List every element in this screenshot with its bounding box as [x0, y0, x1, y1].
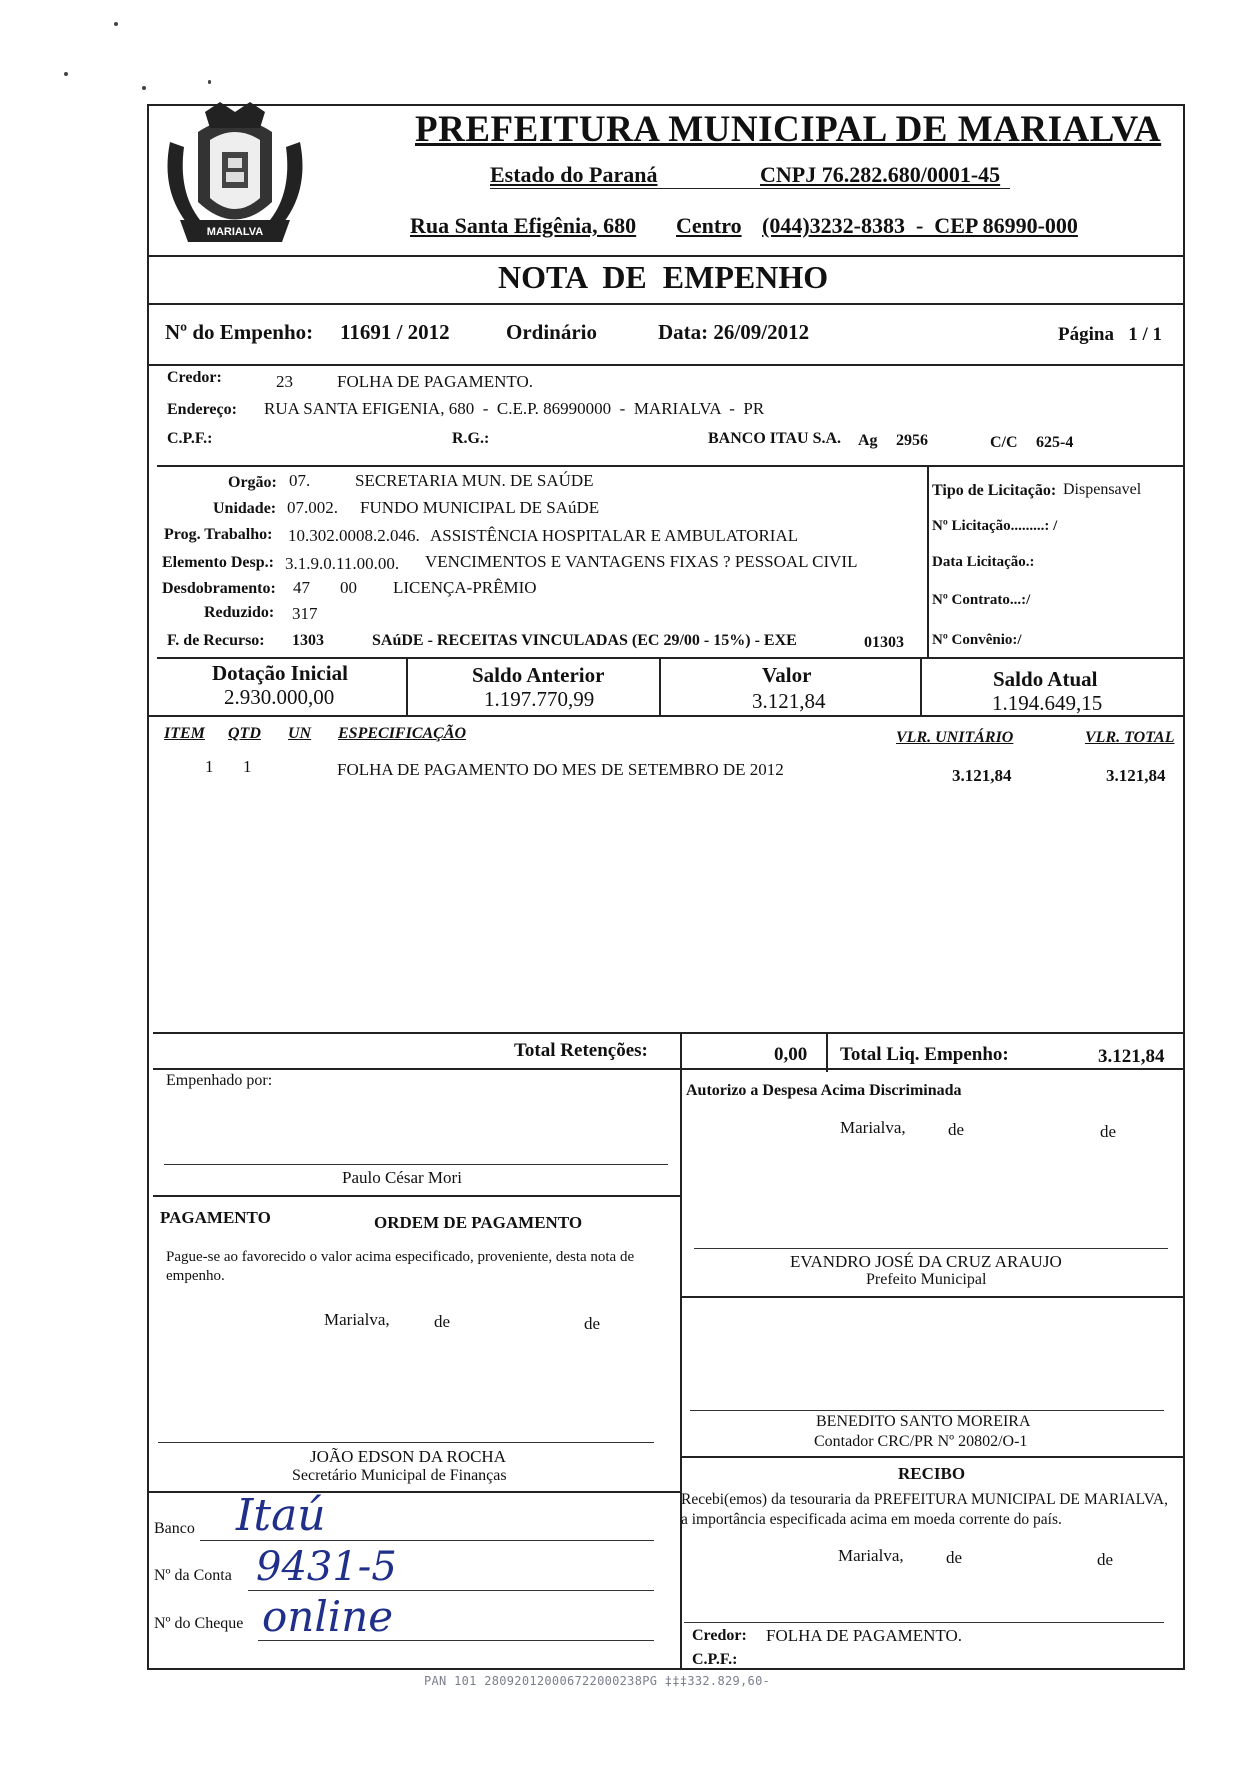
- ag-value: 2956: [896, 432, 928, 449]
- recurso-number: 01303: [864, 634, 904, 651]
- banco-label: Banco: [154, 1520, 195, 1537]
- item-row-vunit: 3.121,84: [952, 766, 1012, 785]
- item-row-qtd: 1: [243, 757, 252, 776]
- prog-code: 10.302.0008.2.046.: [288, 526, 420, 545]
- pagamento-text: Pague-se ao favorecido o valor acima especificado, proveniente, desta nota de empenho.: [166, 1249, 635, 1284]
- recibo-de-1: de: [946, 1548, 963, 1567]
- saldo-atual-value: 1.194.649,15: [992, 691, 1103, 715]
- item-row-spec: FOLHA DE PAGAMENTO DO MES DE SETEMBRO DE 2012: [337, 760, 784, 779]
- convenio-number: Nº Convênio:/: [932, 632, 1022, 648]
- autorizo-place: Marialva,: [840, 1118, 906, 1137]
- tipo-licitacao-label: Tipo de Licitação:: [932, 482, 1057, 499]
- empenho-date: Data: 26/09/2012: [658, 320, 810, 344]
- recibo-title: RECIBO: [898, 1464, 966, 1483]
- header-cnpj: CNPJ 76.282.680/0001-45: [760, 162, 1001, 187]
- recibo-de-2: de: [1097, 1550, 1114, 1569]
- ag-label: Ag: [858, 432, 878, 449]
- header-phone-cep: (044)3232-8383 - CEP 86990-000: [762, 213, 1078, 238]
- empenho-page: Página 1 / 1: [1058, 324, 1162, 345]
- contador-role: Contador CRC/PR Nº 20802/O-1: [814, 1433, 1028, 1450]
- scan-speck: [114, 22, 118, 26]
- recibo-credor-value: FOLHA DE PAGAMENTO.: [766, 1626, 962, 1645]
- orgao-code: 07.: [289, 471, 311, 490]
- cc-value: 625-4: [1036, 434, 1074, 451]
- divider: [147, 1491, 680, 1493]
- recurso-code: 1303: [292, 632, 324, 649]
- divider: [153, 1195, 680, 1197]
- header-underline: [490, 188, 1010, 189]
- divider: [153, 1032, 1185, 1034]
- divider: [826, 1032, 828, 1072]
- empenhado-name: Paulo César Mori: [342, 1168, 462, 1187]
- empenhado-label: Empenhado por:: [166, 1072, 273, 1089]
- empenho-label: Nº do Empenho:: [165, 320, 314, 344]
- valor-value: 3.121,84: [752, 689, 826, 713]
- divider: [680, 1456, 1185, 1458]
- signature-line: [158, 1442, 654, 1443]
- divider: [659, 657, 661, 715]
- prog-label: Prog. Trabalho:: [164, 526, 273, 543]
- desd-name: LICENÇA-PRÊMIO: [393, 578, 537, 597]
- divider: [147, 715, 1185, 717]
- col-qtd: QTD: [228, 725, 261, 742]
- divider: [680, 1068, 682, 1670]
- pagamento-de-2: de: [584, 1314, 601, 1333]
- header-address: Rua Santa Efigênia, 680: [410, 213, 637, 238]
- conta-line: [248, 1590, 654, 1591]
- bank-name: BANCO ITAU S.A.: [708, 430, 842, 447]
- unidade-code: 07.002.: [287, 498, 338, 517]
- desd-b: 00: [340, 578, 357, 597]
- desd-label: Desdobramento:: [162, 580, 276, 597]
- credor-code: 23: [276, 372, 293, 391]
- divider: [147, 303, 1185, 305]
- divider: [157, 657, 1185, 659]
- cheque-handwriting: online: [262, 1592, 394, 1641]
- unidade-label: Unidade:: [213, 500, 277, 517]
- desd-a: 47: [293, 578, 310, 597]
- banco-handwriting: Itaú: [236, 1490, 326, 1541]
- prog-name: ASSISTÊNCIA HOSPITALAR E AMBULATORIAL: [430, 526, 799, 545]
- credor-label: Credor:: [167, 369, 222, 386]
- dotacao-label: Dotação Inicial: [212, 661, 348, 685]
- pagamento-place: Marialva,: [324, 1310, 390, 1329]
- total-liq-label: Total Liq. Empenho:: [840, 1044, 1009, 1065]
- secretario-role: Secretário Municipal de Finanças: [292, 1467, 507, 1484]
- cheque-label: Nº do Cheque: [154, 1615, 244, 1632]
- col-un: UN: [288, 725, 312, 742]
- autorizo-de-1: de: [948, 1120, 965, 1139]
- licitacao-date: Data Licitação.:: [932, 554, 1035, 570]
- saldo-atual-label: Saldo Atual: [993, 667, 1098, 691]
- dotacao-value: 2.930.000,00: [224, 685, 335, 709]
- cc-label: C/C: [990, 434, 1018, 451]
- header-state: Estado do Paraná: [490, 162, 658, 187]
- valor-label: Valor: [762, 663, 812, 687]
- reduzido-value: 317: [292, 604, 318, 623]
- empenho-type: Ordinário: [506, 320, 598, 344]
- licitacao-number: Nº Licitação.........: /: [932, 518, 1058, 534]
- col-vunit: VLR. UNITÁRIO: [896, 729, 1014, 746]
- recibo-credor-label: Credor:: [692, 1627, 747, 1644]
- crest-logo: [160, 102, 310, 252]
- footer-code: PAN 101 280920120006722000238PG ‡‡‡332.829,60-: [424, 1674, 771, 1688]
- elem-name: VENCIMENTOS E VANTAGENS FIXAS ? PESSOAL CIVIL: [425, 552, 858, 571]
- total-liq-value: 3.121,84: [1098, 1046, 1165, 1067]
- divider: [157, 465, 1185, 467]
- conta-handwriting: 9431-5: [256, 1544, 397, 1590]
- divider: [680, 1032, 682, 1072]
- empenho-number: 11691 / 2012: [340, 320, 450, 344]
- secretario-name: JOÃO EDSON DA ROCHA: [310, 1447, 506, 1466]
- recibo-text: Recebi(emos) da tesouraria da PREFEITURA MUNICIPAL DE MARIALVA, a importância especificada acima em moeda corrente do país.: [681, 1491, 1168, 1528]
- tipo-licitacao-value: Dispensavel: [1063, 481, 1142, 498]
- elem-label: Elemento Desp.:: [162, 554, 274, 571]
- document-title: NOTA DE EMPENHO: [498, 259, 829, 295]
- cpf-label: C.P.F.:: [167, 430, 213, 447]
- prefeito-name: EVANDRO JOSÉ DA CRUZ ARAUJO: [790, 1252, 1062, 1271]
- signature-line: [164, 1164, 668, 1165]
- contrato-number: Nº Contrato...:/: [932, 592, 1031, 608]
- signature-line: [694, 1248, 1168, 1249]
- scan-speck: [64, 72, 68, 76]
- item-row-number: 1: [205, 757, 214, 776]
- col-item: ITEM: [164, 725, 205, 742]
- rg-label: R.G.:: [452, 430, 490, 447]
- item-row-vtotal: 3.121,84: [1106, 766, 1166, 785]
- saldo-anterior-label: Saldo Anterior: [472, 663, 605, 687]
- credor-address: RUA SANTA EFIGENIA, 680 - C.E.P. 86990000 - MARIALVA - PR: [264, 399, 765, 418]
- pagamento-de-1: de: [434, 1312, 451, 1331]
- divider: [147, 255, 1185, 257]
- prefeito-role: Prefeito Municipal: [866, 1271, 987, 1288]
- recibo-cpf-label: C.P.F.:: [692, 1651, 738, 1668]
- col-spec: ESPECIFICAÇÃO: [338, 725, 467, 742]
- divider: [147, 364, 1185, 366]
- total-retencoes-label: Total Retenções:: [514, 1040, 648, 1061]
- autorizo-de-2: de: [1100, 1122, 1117, 1141]
- divider: [680, 1296, 1185, 1298]
- page-title: PREFEITURA MUNICIPAL DE MARIALVA: [415, 109, 1162, 150]
- orgao-name: SECRETARIA MUN. DE SAÚDE: [355, 471, 594, 490]
- total-retencoes-value: 0,00: [774, 1044, 808, 1065]
- header-district: Centro: [676, 213, 742, 238]
- elem-code: 3.1.9.0.11.00.00.: [285, 554, 400, 573]
- col-vtotal: VLR. TOTAL: [1085, 729, 1175, 746]
- ordem-pagamento-label: ORDEM DE PAGAMENTO: [374, 1213, 583, 1232]
- divider: [406, 657, 408, 715]
- recurso-name: SAúDE - RECEITAS VINCULADAS (EC 29/00 - 15%) - EXE: [372, 632, 797, 649]
- scan-speck: [208, 80, 211, 84]
- scan-speck: [142, 86, 146, 90]
- credor-name: FOLHA DE PAGAMENTO.: [337, 372, 533, 391]
- recurso-label: F. de Recurso:: [167, 632, 265, 649]
- unidade-name: FUNDO MUNICIPAL DE SAúDE: [360, 498, 600, 517]
- reduzido-label: Reduzido:: [204, 604, 275, 621]
- address-label: Endereço:: [167, 401, 237, 418]
- divider: [927, 465, 929, 657]
- signature-line: [684, 1622, 1164, 1623]
- pagamento-label: PAGAMENTO: [160, 1208, 271, 1227]
- contador-name: BENEDITO SANTO MOREIRA: [816, 1413, 1031, 1430]
- recibo-place: Marialva,: [838, 1546, 904, 1565]
- conta-label: Nº da Conta: [154, 1567, 232, 1584]
- autorizo-title: Autorizo a Despesa Acima Discriminada: [686, 1082, 962, 1099]
- signature-line: [690, 1410, 1164, 1411]
- divider: [920, 657, 922, 715]
- orgao-label: Orgão:: [228, 474, 277, 491]
- svg-text:MARIALVA: MARIALVA: [206, 226, 264, 238]
- divider: [153, 1068, 1185, 1070]
- saldo-anterior-value: 1.197.770,99: [484, 687, 595, 711]
